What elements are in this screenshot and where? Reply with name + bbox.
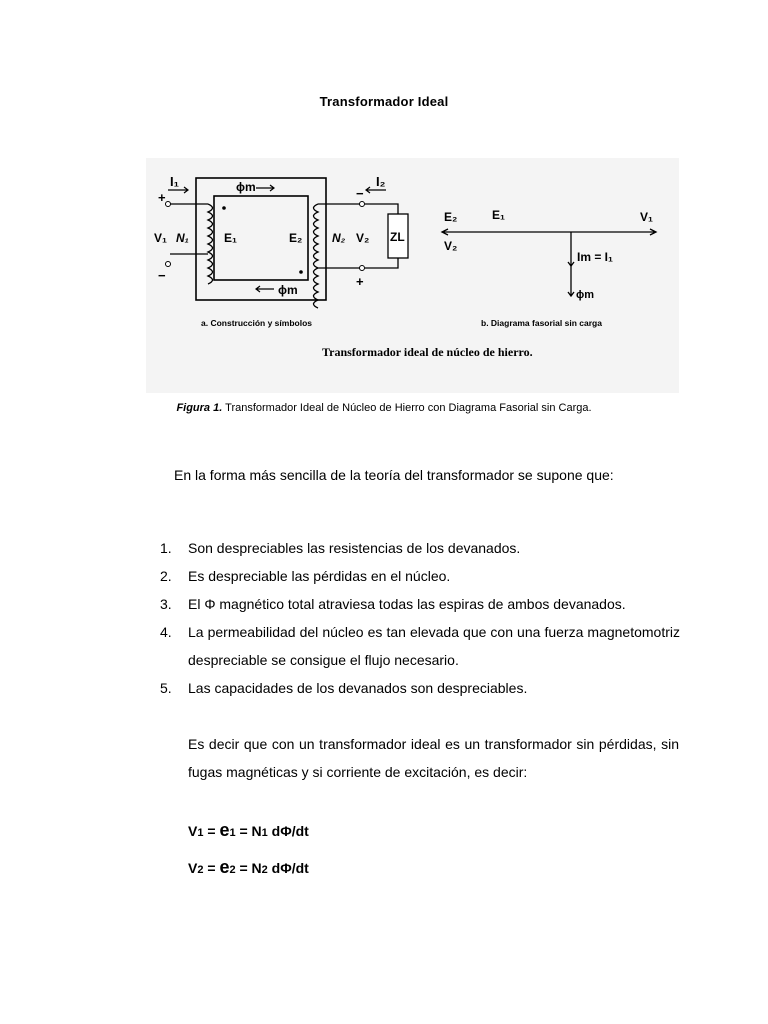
list-item [160, 674, 680, 702]
conclusion-paragraph: Es decir que con un transformador ideal es un transformador sin pérdidas, sin fugas magnéticas y si corriente de excitación, es decir: [188, 736, 679, 780]
label-phi-m-2: ϕm [278, 283, 298, 297]
equation-2 [188, 857, 309, 878]
eq-e-sub: 1 [229, 827, 236, 839]
flux-arrow [256, 286, 274, 292]
phasor-label-V2: V₂ [444, 239, 458, 253]
polarity-dot [222, 206, 226, 210]
label-N1: N₁ [176, 231, 189, 245]
phasor-label-E1: E₁ [492, 208, 505, 222]
caption-text: Transformador Ideal de Núcleo de Hierro con Diagrama Fasorial sin Carga. [222, 402, 592, 414]
label-N2: N₂ [332, 231, 346, 245]
phasor-label-E2: E₂ [444, 210, 458, 224]
list-item [160, 562, 680, 590]
subcaption-a: a. Construcción y símbolos [201, 318, 312, 328]
assumptions-list [160, 534, 680, 702]
secondary-coil [314, 204, 361, 308]
list-item [160, 590, 680, 618]
label-plus-2: + [356, 274, 364, 289]
figure-heading: Transformador ideal de núcleo de hierro. [322, 345, 533, 359]
phasor-phi [568, 266, 574, 296]
eq-v: V [188, 823, 198, 839]
polarity-dot [299, 270, 303, 274]
eq-n-sub: 1 [261, 827, 268, 839]
phasor-label-Im: Im = I₁ [577, 250, 613, 264]
label-E1: E₁ [224, 231, 237, 245]
phasor-im [568, 232, 574, 266]
transformer-figure [146, 158, 679, 393]
label-E2: E₂ [289, 231, 303, 245]
list-number: 2. [160, 568, 172, 584]
equation-1 [188, 820, 309, 841]
list-text: Las capacidades de los devanados son despreciables. [188, 680, 528, 696]
eq-v-sub: 2 [197, 864, 204, 876]
eq-n: = N [235, 860, 262, 876]
transformer-diagram [146, 158, 679, 393]
label-minus-2: − [356, 186, 364, 201]
caption-lead: Figura 1. [176, 402, 223, 414]
label-phi-m: ϕm [236, 180, 256, 194]
list-text: El Φ magnético total atraviesa todas las espiras de ambos devanados. [188, 596, 626, 612]
phasor-axis [442, 229, 656, 235]
list-text: Son despreciables las resistencias de los devanados. [188, 540, 521, 556]
label-minus: − [158, 268, 166, 283]
list-number: 1. [160, 540, 172, 556]
terminal [166, 202, 171, 207]
list-number: 3. [160, 596, 172, 612]
list-item [160, 534, 680, 562]
terminal [360, 266, 365, 271]
label-V2: V₂ [356, 231, 370, 245]
list-item [160, 618, 680, 674]
list-number: 4. [160, 624, 172, 640]
eq-n: = N [235, 823, 262, 839]
intro-text: En la forma más sencilla de la teoría del transformador se supone que: [174, 467, 614, 483]
terminal [360, 202, 365, 207]
label-I2: I₂ [376, 174, 386, 189]
terminal [166, 262, 171, 267]
label-ZL: ZL [390, 230, 405, 244]
list-number: 5. [160, 680, 172, 696]
eq-e: e [219, 857, 230, 877]
flux-arrow [256, 185, 274, 191]
eq-equals: = [203, 860, 220, 876]
eq-rest: dΦ/dt [267, 823, 309, 839]
eq-equals: = [203, 823, 220, 839]
list-text: La permeabilidad del núcleo es tan elevada que con una fuerza magnetomotriz despreciable se consigue el flujo necesario. [188, 624, 680, 668]
page-title: Transformador Ideal [319, 94, 449, 109]
eq-e-sub: 2 [229, 864, 236, 876]
list-text: Es despreciable las pérdidas en el núcleo. [188, 568, 451, 584]
label-plus: + [158, 190, 166, 205]
eq-e: e [219, 820, 230, 840]
eq-v: V [188, 860, 198, 876]
label-V1: V₁ [154, 231, 167, 245]
eq-rest: dΦ/dt [267, 860, 309, 876]
subcaption-b: b. Diagrama fasorial sin carga [481, 318, 602, 328]
phasor-label-V1: V₁ [640, 210, 653, 224]
eq-v-sub: 1 [197, 827, 204, 839]
eq-n-sub: 2 [261, 864, 268, 876]
phasor-label-phi: ϕm [576, 289, 595, 301]
figure-caption [0, 402, 768, 414]
label-I1: I₁ [170, 174, 179, 189]
